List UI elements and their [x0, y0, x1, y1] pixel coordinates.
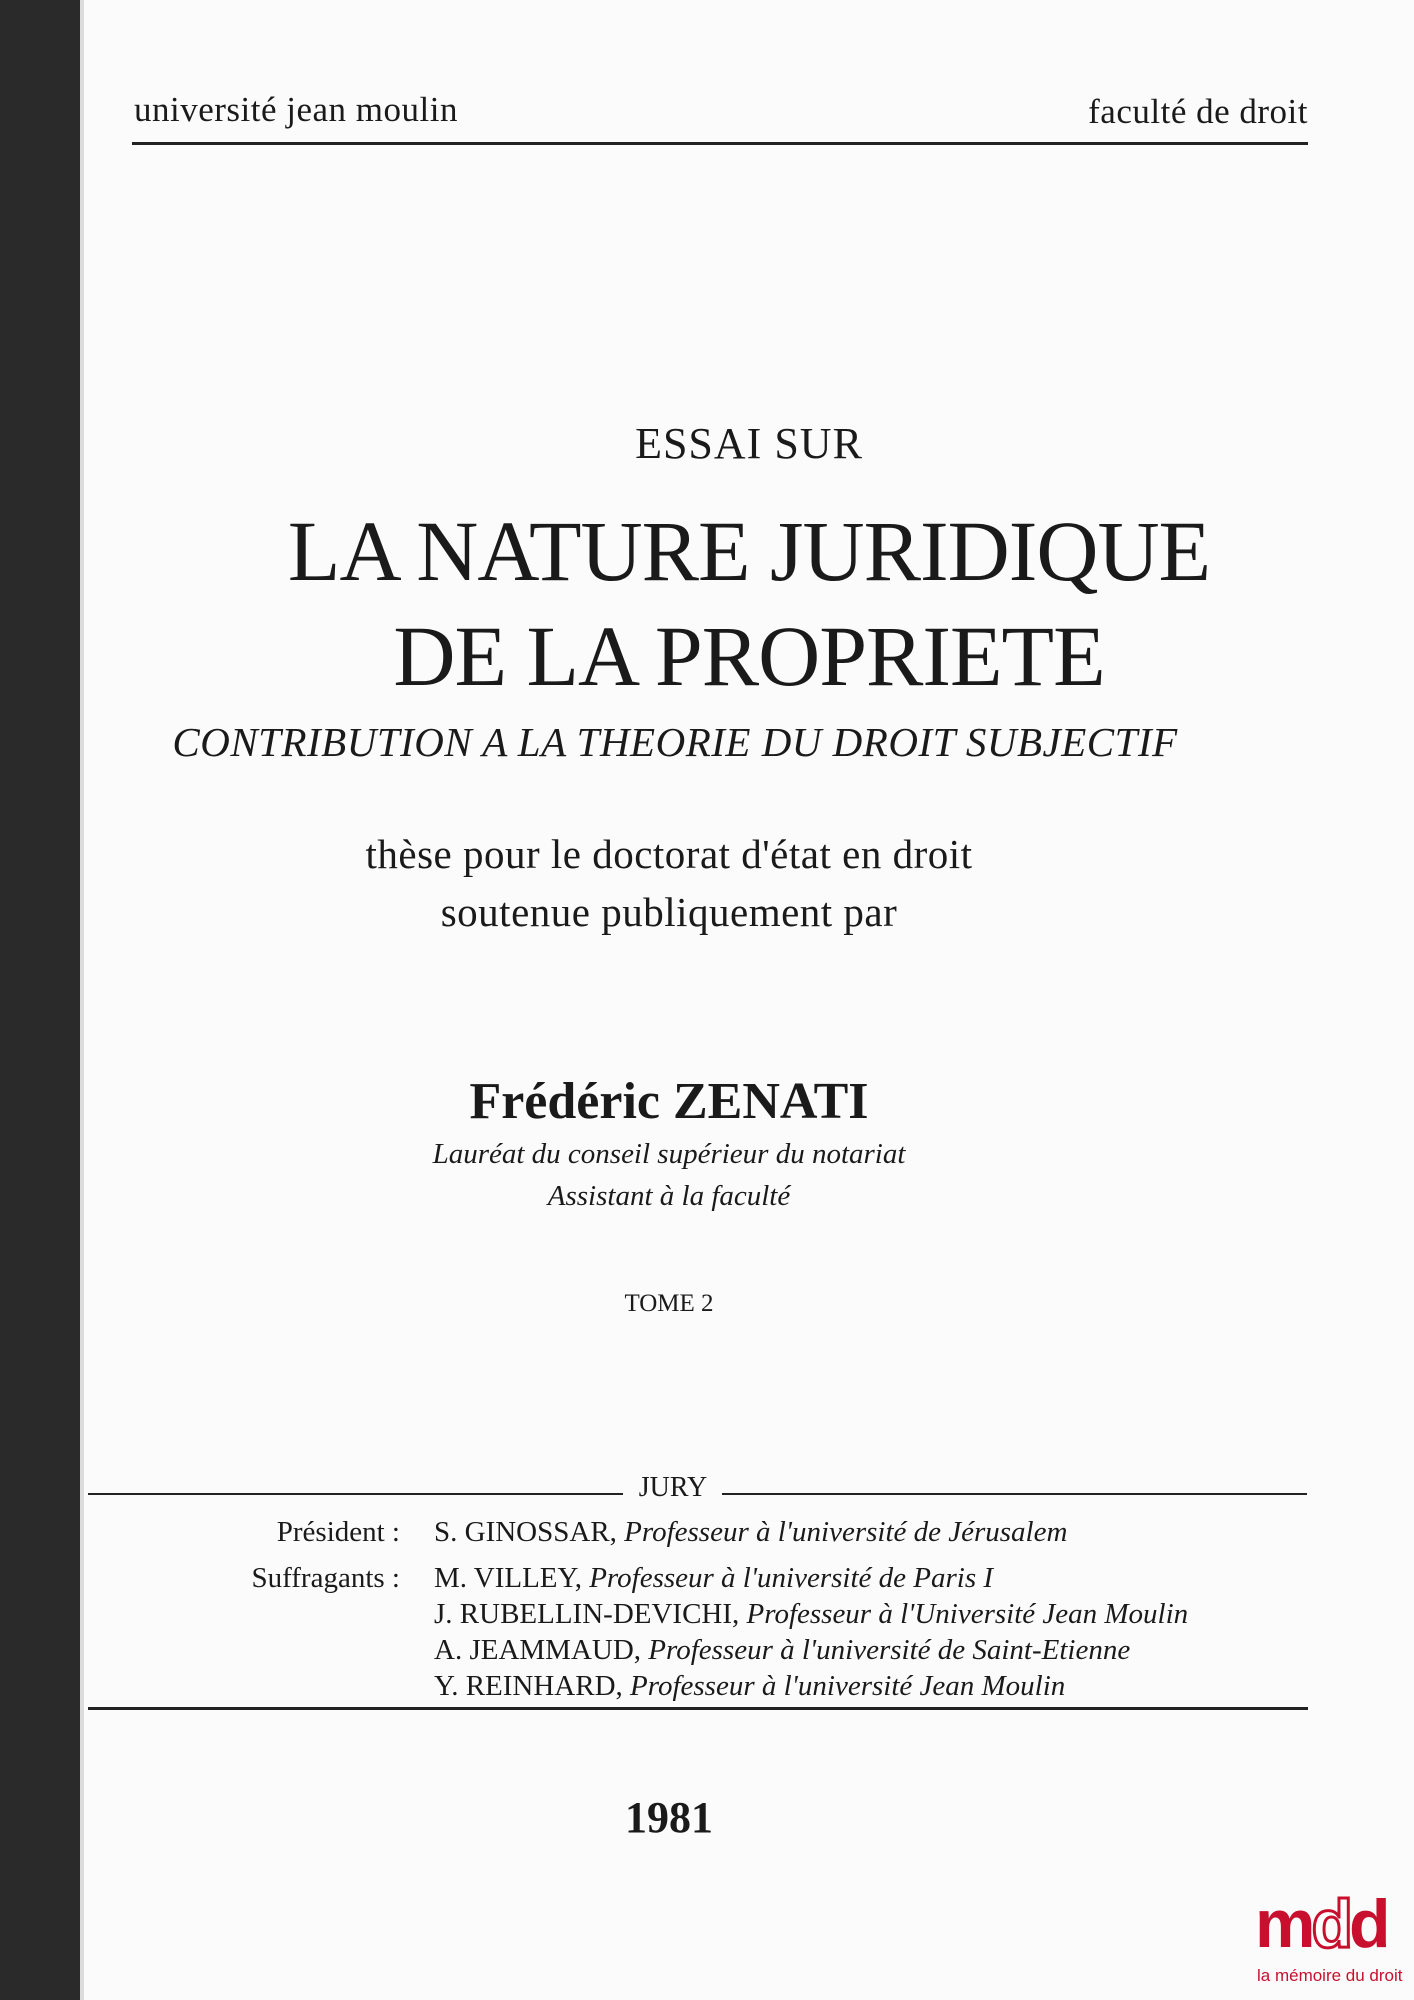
suffragants-role: Suffragants :: [251, 1562, 400, 1594]
publication-year: 1981: [625, 1793, 713, 1842]
title-line-1: LA NATURE JURIDIQUE: [287, 503, 1211, 599]
member-name: Y. REINHARD,: [434, 1670, 623, 1702]
faculty-name: faculté de droit: [1088, 92, 1308, 131]
jury-label: JURY: [638, 1472, 708, 1503]
binding-edge: [80, 0, 84, 2000]
jury-rule-left: [88, 1493, 623, 1495]
essai-label: ESSAI SUR: [635, 419, 863, 468]
author-title-2: Assistant à la faculté: [547, 1180, 791, 1212]
tome-label: TOME 2: [624, 1290, 714, 1317]
member-name: S. GINOSSAR,: [434, 1516, 617, 1548]
jury-member-president: [434, 1516, 1067, 1549]
jury-rule-right: [722, 1493, 1307, 1495]
header-rule: [132, 142, 1308, 145]
member-name: J. RUBELLIN-DEVICHI,: [434, 1598, 740, 1630]
subtitle: CONTRIBUTION A LA THEORIE DU DROIT SUBJECTIF: [172, 719, 1178, 765]
author-title-1: Lauréat du conseil supérieur du notariat: [432, 1138, 906, 1170]
member-affiliation: Professeur à l'université Jean Moulin: [630, 1670, 1066, 1702]
member-name: A. JEAMMAUD,: [434, 1634, 642, 1666]
author-name: Frédéric ZENATI: [469, 1073, 869, 1130]
logo-mark: mdd: [1255, 1886, 1387, 1962]
member-affiliation: Professeur à l'université de Saint-Etienne: [648, 1634, 1131, 1666]
jury-member: [434, 1670, 1065, 1703]
thesis-line-1: thèse pour le doctorat d'état en droit: [365, 831, 973, 877]
title-line-2: DE LA PROPRIETE: [393, 608, 1105, 704]
member-affiliation: Professeur à l'université de Paris I: [589, 1562, 994, 1594]
logo-tagline: la mémoire du droit: [1257, 1966, 1403, 1985]
book-binding: [0, 0, 80, 2000]
president-role: Président :: [276, 1516, 400, 1548]
mdd-logo: [1255, 1886, 1414, 2000]
bottom-rule: [88, 1707, 1308, 1710]
member-affiliation: Professeur à l'Université Jean Moulin: [746, 1598, 1189, 1630]
university-name: université jean moulin: [134, 90, 458, 129]
jury-member: [434, 1562, 993, 1595]
jury-member: [434, 1598, 1188, 1631]
member-name: M. VILLEY,: [434, 1562, 582, 1594]
thesis-line-2: soutenue publiquement par: [440, 889, 898, 935]
member-affiliation: Professeur à l'université de Jérusalem: [624, 1516, 1068, 1548]
jury-member: [434, 1634, 1130, 1667]
